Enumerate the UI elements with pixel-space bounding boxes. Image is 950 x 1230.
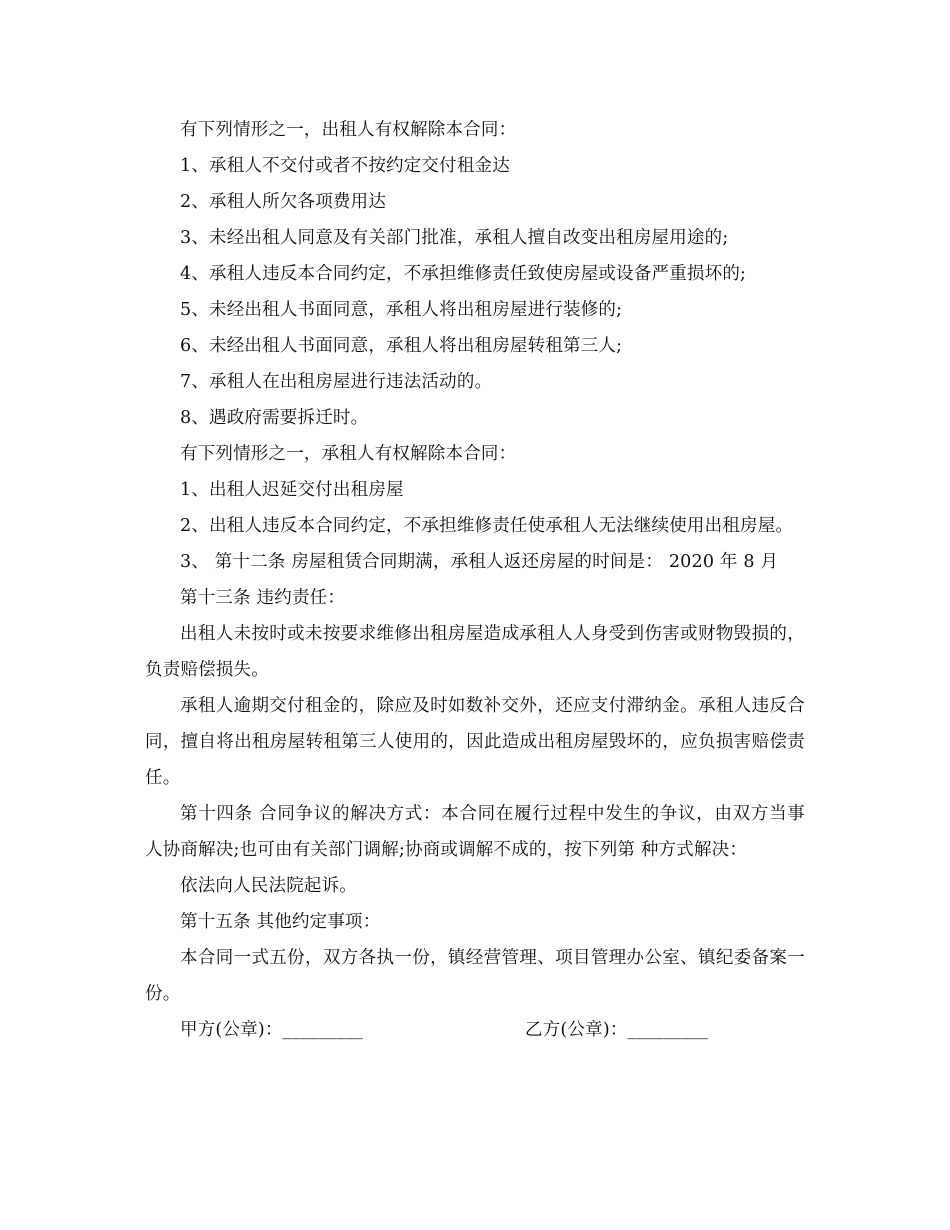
- clause-item: 6、未经出租人书面同意，承租人将出租房屋转租第三人;: [180, 336, 623, 356]
- clause-item: 7、承租人在出租房屋进行违法活动的。: [180, 372, 493, 392]
- termination-by-lessee-heading: 有下列情形之一，承租人有权解除本合同：: [180, 444, 517, 464]
- party-a-seal-field: 甲方(公章)：_________: [180, 1020, 364, 1040]
- clause-item: 2、出租人违反本合同约定，不承担维修责任使承租人无法继续使用出租房屋。: [180, 516, 794, 536]
- clause-item: 2、承租人所欠各项费用达: [180, 192, 387, 212]
- contract-body: [145, 112, 805, 1048]
- article-paragraph: 承租人逾期交付租金的，除应及时如数补交外，还应支付滞纳金。承租人违反合同，擅自将出租房屋转租第三人使用的，因此造成出租房屋毁坏的，应负损害赔偿责任。: [145, 696, 805, 788]
- clause-item: 3、未经出租人同意及有关部门批准，承租人擅自改变出租房屋用途的;: [180, 228, 729, 248]
- clause-item: 4、承租人违反本合同约定，不承担维修责任致使房屋或设备严重损坏的;: [180, 264, 747, 284]
- article-paragraph: 依法向人民法院起诉。: [180, 876, 357, 896]
- termination-by-lessor-heading: 有下列情形之一，出租人有权解除本合同：: [180, 120, 517, 140]
- clause-item: 8、遇政府需要拆迁时。: [180, 408, 369, 428]
- article-paragraph: 出租人未按时或未按要求维修出租房屋造成承租人人身受到伤害或财物毁损的，负责赔偿损失。: [145, 624, 805, 680]
- signature-row: [145, 1012, 805, 1048]
- clause-item: 5、未经出租人书面同意，承租人将出租房屋进行装修的;: [180, 300, 623, 320]
- clause-item: 1、出租人迟延交付出租房屋: [180, 480, 404, 500]
- party-b-seal-field: 乙方(公章)：_________: [525, 1020, 709, 1040]
- article-13-heading: 第十三条 违约责任：: [180, 588, 346, 608]
- clause-item: 3、 第十二条 房屋租赁合同期满，承租人返还房屋的时间是： 2020 年 8 月: [180, 552, 779, 572]
- article-15-heading: 第十五条 其他约定事项：: [180, 912, 381, 932]
- article-paragraph: 本合同一式五份，双方各执一份，镇经营管理、项目管理办公室、镇纪委备案一份。: [145, 948, 805, 1004]
- clause-item: 1、承租人不交付或者不按约定交付租金达: [180, 156, 510, 176]
- article-14-paragraph: 第十四条 合同争议的解决方式：本合同在履行过程中发生的争议，由双方当事人协商解决;也可由有关部门调解;协商或调解不成的，按下列第 种方式解决：: [145, 804, 805, 860]
